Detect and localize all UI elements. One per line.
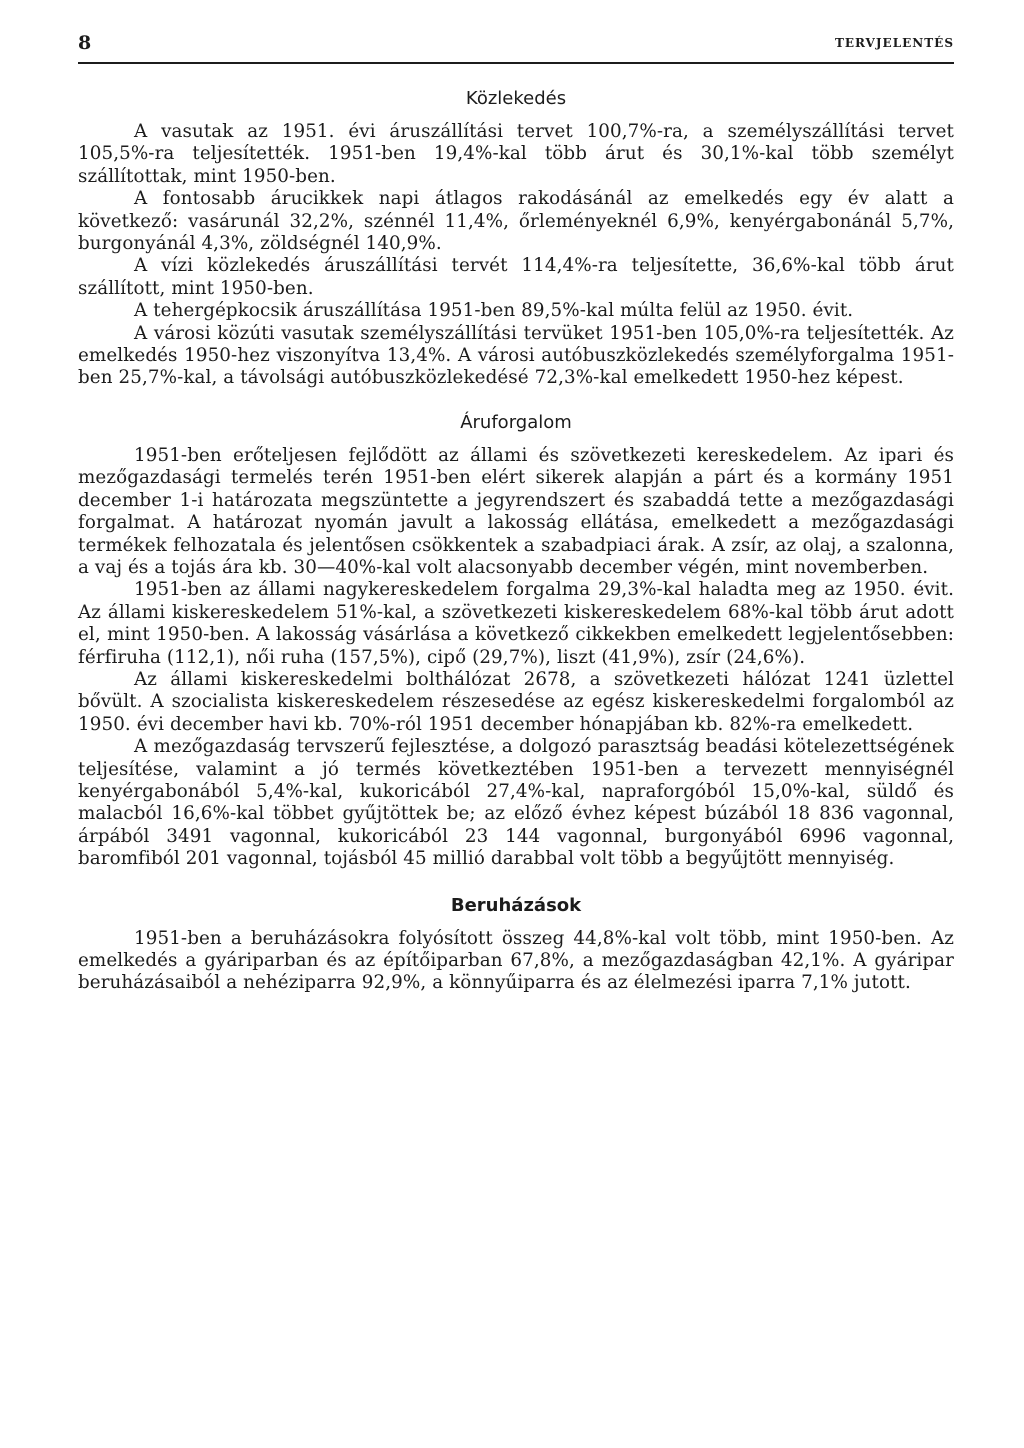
paragraph: A vasutak az 1951. évi áruszállítási tervet 100,7%-ra, a személyszállítási tervet 105,5%-ra teljesítették. 1951-ben 19,4%-kal több árut és 30,1%-kal több személyt szállítottak, mint 1950-ben. xyxy=(78,121,954,187)
section-title: Beruházások xyxy=(450,894,582,916)
paragraph: 1951-ben a beruházásokra folyósított összeg 44,8%-kal volt több, mint 1950-ben. Az emelkedés a gyáriparban és az építőiparban 67,8%, a mezőgazdaságban 42,1%. A gyáripar beruházásaiból a nehéziparra 92,9%, a könnyűiparra és az élelmezési iparra 7,1% jutott. xyxy=(78,927,954,994)
section-title: Áruforgalom xyxy=(460,411,572,433)
paragraph: A városi közúti vasutak személyszállítási tervüket 1951-ben 105,0%-ra teljesítették. Az emelkedés 1950-hez viszonyítva 13,4%. A városi autóbuszközlekedés személyforgalma 1951-ben 25,7%-kal, a távolsági autóbuszközlekedésé 72,3%-kal emelkedett 1950-hez képest. xyxy=(78,322,954,389)
running-head: TERVJELENTÉS xyxy=(834,36,954,50)
paragraph: A tehergépkocsik áruszállítása 1951-ben 89,5%-kal múlta felül az 1950. évit. xyxy=(134,300,854,322)
paragraph: A vízi közlekedés áruszállítási tervét 114,4%-ra teljesítette, 36,6%-kal több árut szállított, mint 1950-ben. xyxy=(78,255,954,299)
paragraph: 1951-ben erőteljesen fejlődött az állami és szövetkezeti kereskedelem. Az ipari és mezőgazdasági termelés terén 1951-ben elért sikerek alapján a párt és a kormány 1951 december 1-i határozata megszüntette a jegyrendszert és szabaddá tette a mezőgazdasági forgalmat. A határozat nyomán javult a lakosság ellátása, emelkedett a mezőgazdasági termékek felhozatala és jelentősen csökkentek a szabadpiaci árak. A zsír, az olaj, a szalonna, a vaj és a tojás ára kb. 30—40%-kal volt alacsonyabb december végén, mint novemberben. xyxy=(78,444,954,578)
page-number: 8 xyxy=(78,32,92,54)
section-title: Közlekedés xyxy=(465,88,567,109)
document-body xyxy=(78,88,954,995)
paragraph: A fontosabb árucikkek napi átlagos rakodásánál az emelkedés egy év alatt a következő: vasárunál 32,2%, szénnél 11,4%, őrleményeknél 6,9%, kenyérgabonánál 5,7%, burgonyánál 4,3%, zöldségnél 140,9%. xyxy=(78,188,954,255)
paragraph: 1951-ben az állami nagykereskedelem forgalma 29,3%-kal haladta meg az 1950. évit. Az állami kiskereskedelem 51%-kal, a szövetkezeti kiskereskedelem 68%-kal több árut adott el, mint 1950-ben. A lakosság vásárlása a következő cikkekben emelkedett legjelentősebben: férfiruha (112,1), női ruha (157,5%), cipő (29,7%), liszt (41,9%), zsír (24,6%). xyxy=(78,579,954,668)
paragraph: Az állami kiskereskedelmi bolthálózat 2678, a szövetkezeti hálózat 1241 üzlettel bővült. A szocialista kiskereskedelem részesedése az egész kiskereskedelmi forgalomból az 1950. évi december havi kb. 70%-ról 1951 december hónapjában kb. 82%-ra emelkedett. xyxy=(78,668,954,735)
page-header xyxy=(78,32,954,64)
paragraph: A mezőgazdaság tervszerű fejlesztése, a dolgozó parasztság beadási kötelezettségének teljesítése, valamint a jó termés következtében 1951-ben a tervezett mennyiségnél kenyérgabonából 5,4%-kal, kukoricából 27,4%-kal, napraforgóból 15,0%-kal, süldő és malacból 16,6%-kal többet gyűjtöttek be; az előző évhez képest búzából 18 836 vagonnal, árpából 3491 vagonnal, kukoricából 23 144 vagonnal, burgonyából 6996 vagonnal, baromfiból 201 vagonnal, tojásból 45 millió darabbal volt több a begyűjtött mennyiség. xyxy=(78,736,954,870)
section-kozlekedes xyxy=(78,88,954,390)
section-aruforgalom xyxy=(78,412,954,871)
section-beruhazasok xyxy=(78,895,954,995)
